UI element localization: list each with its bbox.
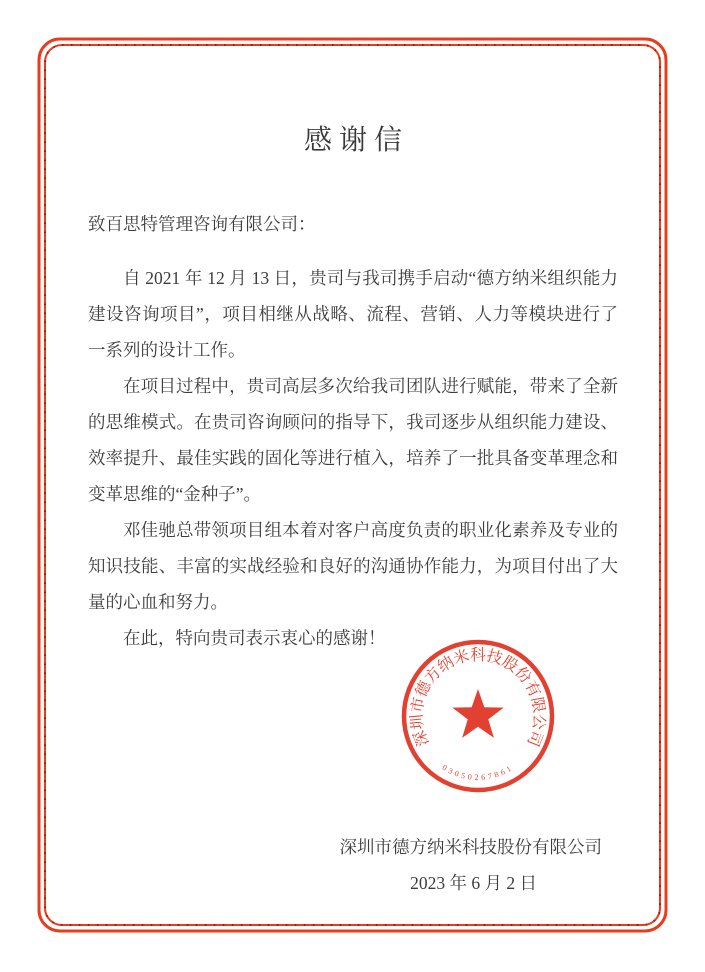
- body-paragraph-1: 自 2021 年 12 月 13 日，贵司与我司携手启动“德方纳米组织能力建设咨询项目”，项目相继从战略、流程、营销、人力等模块进行了一系列的设计工作。: [88, 267, 618, 360]
- signature-block: [88, 829, 618, 901]
- body-paragraph-2: 在项目过程中，贵司高层多次给我司团队进行赋能，带来了全新的思维模式。在贵司咨询顾问的指导下，我司逐步从组织能力建设、效率提升、最佳实践的固化等进行植入，培养了一批具备变革理念和变革思维的“金种子”。: [88, 375, 618, 504]
- signature-company: 深圳市德方纳米科技股份有限公司: [339, 836, 602, 857]
- company-seal-stamp: [396, 634, 560, 798]
- seal-ring-text: 深圳市德方纳米科技股份有限公司: [408, 647, 548, 749]
- star-icon: [452, 689, 503, 738]
- signature-date: 2023 年 6 月 2 日: [410, 872, 537, 893]
- body-paragraph-4: 在此，特向贵司表示衷心的感谢！: [123, 627, 386, 648]
- letter-title: 感谢信: [303, 125, 409, 156]
- seal-serial-number: 03050267861: [440, 762, 516, 782]
- salutation-line: 致百思特管理咨询有限公司：: [88, 214, 316, 234]
- body-paragraph-3: 邓佳驰总带领项目组本着对客户高度负责的职业化素养及专业的知识技能、丰富的实战经验和良好的沟通协作能力，为项目付出了大量的心血和努力。: [88, 519, 618, 612]
